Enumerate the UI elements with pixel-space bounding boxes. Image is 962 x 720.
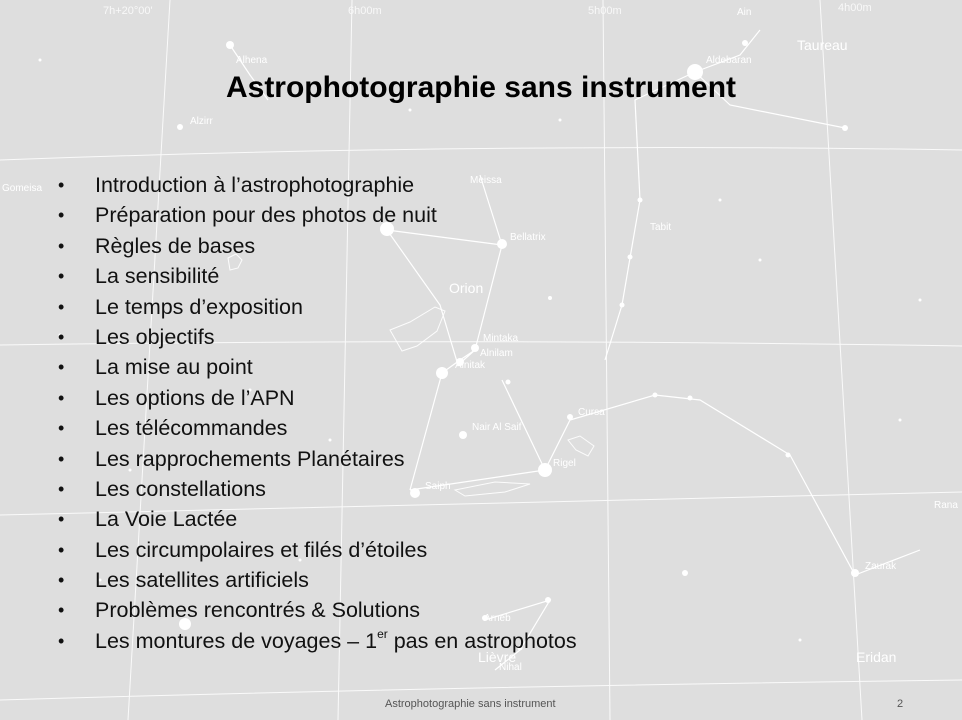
ra-label: 6h00m [348, 5, 382, 17]
bullet-icon: • [58, 630, 65, 651]
agenda-list [54, 170, 577, 656]
agenda-item [54, 322, 577, 352]
bullet-icon: • [58, 478, 65, 499]
bullet-icon: • [58, 235, 65, 256]
ra-label: 7h+20°00' [103, 5, 153, 17]
bullet-icon: • [58, 600, 65, 621]
star-name-label: Meissa [470, 175, 502, 186]
bullet-icon: • [58, 387, 65, 408]
agenda-item-label: Les constellations [95, 476, 266, 501]
star-name-label: Mintaka [483, 333, 519, 344]
slide-title: Astrophotographie sans instrument [225, 71, 737, 104]
agenda-item-label: La mise au point [95, 355, 253, 380]
agenda-item [54, 413, 577, 443]
agenda-item [54, 352, 577, 382]
agenda-item [54, 231, 577, 261]
agenda-item-label: Problèmes rencontrés & Solutions [95, 598, 421, 623]
bullet-icon: • [58, 509, 65, 530]
agenda-item [54, 261, 577, 291]
bullet-icon: • [58, 448, 65, 469]
star-name-label: Bellatrix [510, 232, 546, 243]
constellation-label: Taureau [797, 37, 848, 53]
agenda-item-label: La sensibilité [95, 264, 220, 289]
star-name-label: Gomeisa [2, 183, 43, 194]
bullet-icon: • [58, 175, 65, 195]
agenda-item-label: Introduction à l’astrophotographie [95, 173, 415, 197]
agenda-item-label: Les télécommandes [95, 416, 288, 441]
constellation-label: Orion [449, 280, 484, 296]
star-name-label: Nair Al Saif [472, 422, 522, 433]
ra-label: 4h00m [838, 2, 872, 14]
agenda-item [54, 626, 577, 656]
agenda-item-label: Le temps d’exposition [95, 294, 303, 319]
agenda-item-superscript: er [377, 626, 388, 641]
slide-page-number: 2 [897, 698, 904, 710]
star-name-label: Nihal [499, 662, 522, 673]
agenda-item-label: Règles de bases [95, 233, 256, 258]
star-name-label: Rana [934, 500, 958, 511]
agenda-item [54, 383, 577, 413]
star-name-label: Tabit [650, 222, 672, 233]
bullet-icon: • [58, 357, 65, 378]
agenda-item [54, 474, 577, 504]
agenda-item-label: La Voie Lactée [95, 507, 238, 532]
agenda-item [54, 292, 577, 322]
bullet-icon: • [58, 418, 65, 439]
star-name-label: Zaurak [865, 561, 897, 572]
star-name-label: Arneb [484, 613, 511, 624]
agenda-item-label: Les rapprochements Planétaires [95, 446, 405, 471]
constellation-label: Lièvre [478, 649, 517, 665]
agenda-item [54, 170, 577, 200]
agenda-item-label: Préparation pour des photos de nuit [95, 203, 437, 228]
star-name-label: Alhena [236, 55, 268, 66]
agenda-item [54, 504, 577, 534]
agenda-item [54, 565, 577, 595]
agenda-item-label: Les objectifs [95, 324, 215, 349]
agenda-item-label: Les satellites artificiels [95, 568, 309, 593]
agenda-item [54, 200, 577, 230]
star-name-label: Alnilam [480, 348, 513, 359]
agenda-item [54, 444, 577, 474]
bullet-icon: • [58, 205, 65, 226]
agenda-item-label-start: Les montures de voyages – 1 [95, 628, 378, 653]
star-name-label: Ain [737, 7, 752, 18]
agenda-item-label-end: pas en astrophotos [387, 628, 577, 653]
constellation-label: Eridan [856, 649, 897, 665]
agenda-item [54, 595, 577, 625]
star-name-label: Alnitak [455, 360, 486, 371]
agenda-item [54, 535, 577, 565]
star-name-label: Cursa [578, 407, 605, 418]
slide-footer: Astrophotographie sans instrument [385, 698, 556, 710]
star-name-label: Alzirr [190, 116, 213, 127]
bullet-icon: • [58, 296, 65, 317]
star-name-label: Saiph [425, 481, 451, 492]
ra-label: 5h00m [588, 5, 622, 17]
star-name-label: Rigel [553, 458, 576, 469]
bullet-icon: • [58, 539, 65, 560]
bullet-icon: • [58, 326, 65, 347]
agenda-item-label: Les circumpolaires et filés d’étoiles [95, 537, 428, 562]
agenda-item-label: Les options de l’APN [95, 385, 295, 410]
bullet-icon: • [58, 266, 65, 287]
bullet-icon: • [58, 570, 65, 591]
star-name-label: Aldebaran [706, 55, 752, 66]
